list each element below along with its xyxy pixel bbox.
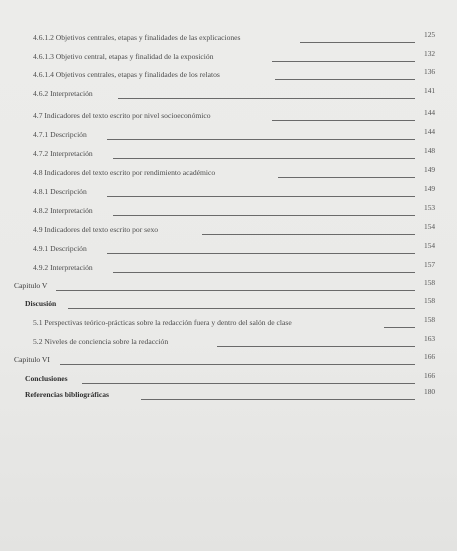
toc-page-number: 153	[424, 203, 436, 212]
toc-page-number: 144	[424, 127, 436, 136]
toc-entry	[0, 165, 457, 181]
leader-line	[107, 253, 415, 254]
toc-page-number: 166	[424, 352, 436, 361]
toc-entry-label: 4.6.1.2 Objetivos centrales, etapas y finalidades de las explicaciones	[33, 33, 241, 42]
toc-page-number: 154	[424, 241, 436, 250]
toc-entry	[0, 67, 457, 83]
toc-section-label: Referencias bibliográficas	[25, 390, 110, 399]
toc-page-number: 158	[424, 296, 436, 305]
toc-entry-label: 4.9.1 Descripción	[33, 244, 87, 253]
toc-page-number: 154	[424, 222, 436, 231]
toc-entry	[0, 203, 457, 219]
toc-entry-label: 4.7.1 Descripción	[33, 130, 87, 139]
toc-entry	[0, 296, 457, 312]
toc-page-number: 149	[424, 184, 436, 193]
toc-page-number: 149	[424, 165, 436, 174]
toc-entry	[0, 371, 457, 387]
toc-page-number: 166	[424, 371, 436, 380]
toc-entry-label: 4.6.1.3 Objetivo central, etapas y finalidad de la exposición	[33, 52, 214, 61]
leader-line	[68, 308, 415, 309]
leader-line	[300, 42, 415, 43]
leader-line	[278, 177, 415, 178]
toc-section-label: Conclusiones	[25, 374, 68, 383]
leader-line	[113, 215, 415, 216]
toc-entry	[0, 127, 457, 143]
toc-entry	[0, 184, 457, 200]
leader-line	[272, 61, 415, 62]
toc-section-label: Discusión	[25, 299, 57, 308]
toc-entry	[0, 315, 457, 331]
toc-entry	[0, 222, 457, 238]
leader-line	[272, 120, 415, 121]
leader-line	[82, 383, 415, 384]
leader-line	[107, 139, 415, 140]
toc-entry	[0, 260, 457, 276]
leader-line	[202, 234, 415, 235]
toc-entry	[0, 146, 457, 162]
toc-page-number: 157	[424, 260, 436, 269]
toc-page-number: 158	[424, 315, 436, 324]
leader-line	[60, 364, 415, 365]
toc-entry-label: 4.8.1 Descripción	[33, 187, 87, 196]
toc-page-number: 148	[424, 146, 436, 155]
toc-entry	[0, 241, 457, 257]
leader-line	[113, 272, 415, 273]
toc-entry-label: 4.6.1.4 Objetivos centrales, etapas y finalidades de los relatos	[33, 70, 220, 79]
toc-entry	[0, 387, 457, 403]
toc-chapter-label: Capitulo VI	[14, 355, 50, 364]
leader-line	[113, 158, 415, 159]
toc-page-number: 141	[424, 86, 436, 95]
toc-entry-label: 4.9.2 Interpretación	[33, 263, 93, 272]
toc-entry-label: 4.8 Indicadores del texto escrito por rendimiento académico	[33, 168, 216, 177]
toc-entry	[0, 352, 457, 368]
leader-line	[217, 346, 415, 347]
toc-entry	[0, 278, 457, 294]
toc-entry	[0, 49, 457, 65]
toc-page-number: 158	[424, 278, 436, 287]
toc-page-number: 125	[424, 30, 436, 39]
toc-entry	[0, 108, 457, 124]
leader-line	[384, 327, 415, 328]
toc-page-number: 136	[424, 67, 436, 76]
leader-line	[107, 196, 415, 197]
toc-entry-label: 5.1 Perspectivas teórico-prácticas sobre la redacción fuera y dentro del salón de clase	[33, 318, 292, 327]
leader-line	[56, 290, 415, 291]
toc-page-number: 180	[424, 387, 436, 396]
toc-entry-label: 4.6.2 Interpretación	[33, 89, 93, 98]
leader-line	[118, 98, 415, 99]
toc-entry-label: 4.7 Indicadores del texto escrito por nivel socioeconómico	[33, 111, 211, 120]
toc-page-number: 163	[424, 334, 436, 343]
toc-entry-label: 4.8.2 Interpretación	[33, 206, 93, 215]
leader-line	[141, 399, 415, 400]
toc-entry	[0, 334, 457, 350]
leader-line	[275, 79, 415, 80]
toc-entry	[0, 30, 457, 46]
toc-page-number: 132	[424, 49, 436, 58]
toc-page-number: 144	[424, 108, 436, 117]
toc-entry-label: 4.9 Indicadores del texto escrito por sexo	[33, 225, 159, 234]
toc-entry	[0, 86, 457, 102]
toc-entry-label: 5.2 Niveles de conciencia sobre la redacción	[33, 337, 169, 346]
toc-entry-label: 4.7.2 Interpretación	[33, 149, 93, 158]
toc-chapter-label: Capitulo V	[14, 281, 48, 290]
